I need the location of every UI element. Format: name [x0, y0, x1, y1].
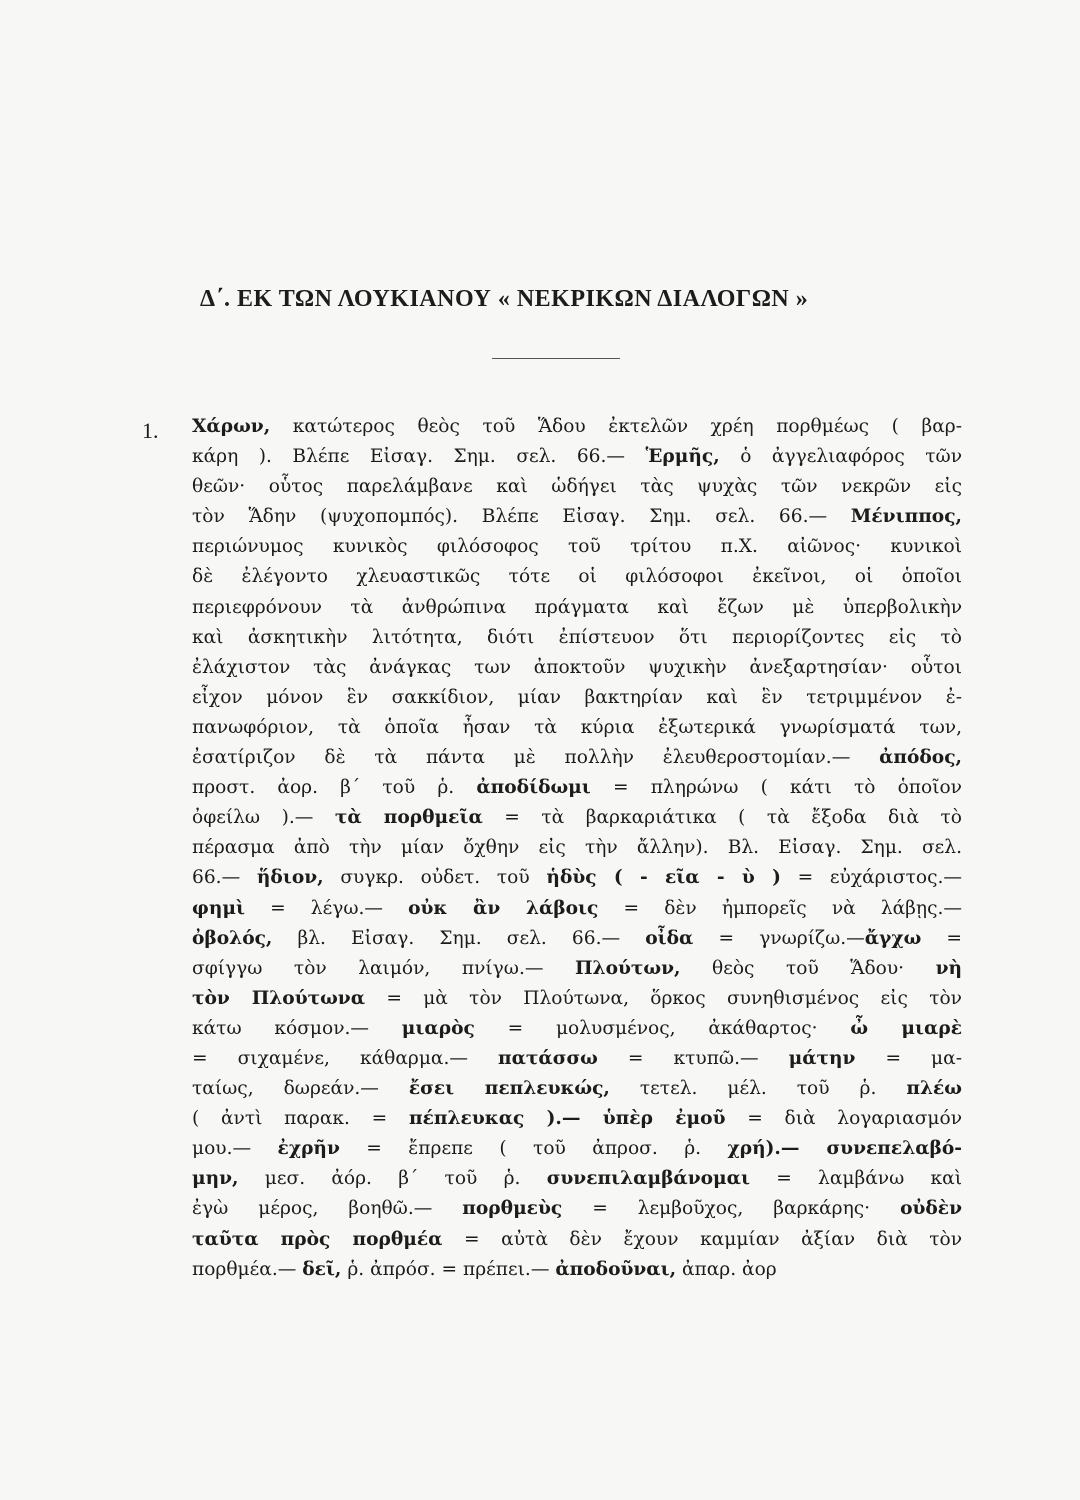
- glossary-term: ὦ μιαρὲ: [850, 1017, 962, 1039]
- glossary-text-run: καὶ ἀσκητικὴν λιτότητα, διότι ἐπίστευον ὅτι περιορίζοντες εἰς τὸ: [192, 626, 962, 648]
- glossary-text-run: πέρασμα ἀπὸ τὴν μίαν ὄχθην εἰς τὴν ἄλλην). Βλ. Εἰσαγ. Σημ. σελ.: [192, 837, 962, 859]
- glossary-term: μάτην: [788, 1047, 856, 1069]
- glossary-text-run: κάτω κόσμον.—: [192, 1017, 402, 1039]
- glossary-text-run: περιώνυμος κυνικὸς φιλόσοφος τοῦ τρίτου π.Χ. αἰῶνος· κυνικοὶ: [192, 536, 962, 558]
- glossary-text-run: προστ. ἀορ. β΄ τοῦ ῥ.: [192, 777, 477, 799]
- section-heading: Δ΄. ΕΚ ΤΩΝ ΛΟΥΚΙΑΝΟΥ « ΝΕΚΡΙΚΩΝ ΔΙΑΛΟΓΩΝ »: [200, 286, 809, 312]
- glossary-term: ἔσει πεπλευκώς,: [408, 1078, 610, 1100]
- text-line: [192, 1074, 962, 1104]
- glossary-term: οὐκ ἂν λάβοις: [408, 897, 599, 919]
- glossary-term: Ἑρμῆς,: [645, 446, 720, 468]
- glossary-text-run: = εὐχάριστος.—: [780, 867, 962, 889]
- text-line: [192, 984, 962, 1014]
- text-line: [192, 1225, 962, 1255]
- glossary-term: ἀποδίδωμι: [476, 777, 591, 799]
- glossary-text-run: μεσ. ἀόρ. β΄ τοῦ ῥ.: [238, 1168, 547, 1190]
- text-line: [192, 653, 962, 683]
- glossary-text-run: ῥ. ἀπρόσ. = πρέπει.—: [341, 1258, 556, 1280]
- text-line: [192, 562, 962, 592]
- glossary-text-run: = γνωρίζω.—: [693, 927, 865, 949]
- glossary-term: χρή).— συνεπελαβό-: [727, 1138, 963, 1160]
- glossary-term: τὰ πορθμεῖα: [334, 807, 483, 829]
- glossary-text-run: 66.—: [192, 867, 257, 889]
- glossary-term: πλέω: [906, 1078, 962, 1100]
- text-line: [192, 833, 962, 863]
- glossary-text-run: ( ἀντὶ παρακ. =: [192, 1108, 409, 1130]
- glossary-text-run: ἐγὼ μέρος, βοηθῶ.—: [192, 1198, 463, 1220]
- glossary-term: νὴ: [935, 957, 962, 979]
- glossary-term: τὸν Πλούτωνα: [192, 987, 366, 1009]
- glossary-term: φημὶ: [192, 897, 245, 919]
- glossary-text-run: τὸν Ἅδην (ψυχοπομπός). Βλέπε Εἰσαγ. Σημ. σελ. 66.—: [192, 506, 851, 528]
- glossary-text-run: πανωφόριον, τὰ ὁποῖα ἦσαν τὰ κύρια ἐξωτερικά γνωρίσματά των,: [192, 716, 962, 738]
- text-line: [192, 683, 962, 713]
- glossary-term: μιαρὸς: [401, 1017, 475, 1039]
- glossary-text-run: = σιχαμένε, κάθαρμα.—: [192, 1047, 498, 1069]
- text-line: [192, 773, 962, 803]
- text-line: [192, 1044, 962, 1074]
- glossary-term: δεῖ,: [302, 1258, 342, 1280]
- glossary-term: πέπλευκας ).— ὑπὲρ ἐμοῦ: [409, 1108, 726, 1130]
- text-line: [192, 713, 962, 743]
- glossary-term: οὐδὲν: [900, 1198, 962, 1220]
- glossary-term: πατάσσω: [498, 1047, 598, 1069]
- glossary-text-run: περιεφρόνουν τὰ ἀνθρώπινα πράγματα καὶ ἔζων μὲ ὑπερβολικὴν: [192, 596, 962, 618]
- glossary-text-run: =: [921, 927, 962, 949]
- text-line: [192, 502, 962, 532]
- text-line: [192, 743, 962, 773]
- glossary-text-run: συγκρ. οὐδετ. τοῦ: [323, 867, 547, 889]
- glossary-text-run: πορθμέα.—: [192, 1258, 303, 1280]
- text-line: [192, 1255, 962, 1285]
- text-line: [192, 442, 962, 472]
- glossary-text-run: κάρη ). Βλέπε Εἰσαγ. Σημ. σελ. 66.—: [192, 446, 646, 468]
- glossary-text-run: = τὰ βαρκαριάτικα ( τὰ ἔξοδα διὰ τὸ: [482, 807, 962, 829]
- glossary-text: [192, 412, 962, 1285]
- glossary-term: ἄγχω: [864, 927, 922, 949]
- glossary-text-run: = μα-: [855, 1047, 962, 1069]
- glossary-term: οἶδα: [645, 927, 694, 949]
- glossary-text-run: ὀφείλω ).—: [192, 807, 335, 829]
- glossary-text-run: = ἔπρεπε ( τοῦ ἀπροσ. ῥ.: [339, 1138, 728, 1160]
- glossary-term: ἀπόδος,: [879, 747, 962, 769]
- glossary-text-run: = λαμβάνω καὶ: [749, 1168, 962, 1190]
- glossary-term: συνεπιλαμβάνομαι: [546, 1168, 750, 1190]
- entry-number: 1.: [142, 418, 159, 443]
- text-line: [192, 803, 962, 833]
- glossary-text-run: τετελ. μέλ. τοῦ ῥ.: [609, 1078, 907, 1100]
- glossary-text-run: δὲ ἐλέγοντο χλευαστικῶς τότε οἱ φιλόσοφοι ἐκεῖνοι, οἱ ὁποῖοι: [192, 566, 962, 588]
- text-line: [192, 924, 962, 954]
- glossary-text-run: μου.—: [192, 1138, 278, 1160]
- glossary-text-run: = λέγω.—: [244, 897, 409, 919]
- text-line: [192, 623, 962, 653]
- glossary-text-run: κατώτερος θεὸς τοῦ Ἅδου ἐκτελῶν χρέη πορθμέως ( βαρ-: [270, 416, 962, 437]
- text-line: [192, 1104, 962, 1134]
- glossary-term: πορθμεὺς: [462, 1198, 563, 1220]
- glossary-term: ὀβολός,: [192, 927, 273, 949]
- glossary-text-run: = κτυπῶ.—: [597, 1047, 789, 1069]
- text-line: [192, 894, 962, 924]
- text-line: [192, 1164, 962, 1194]
- text-line: [192, 412, 962, 442]
- glossary-text-run: θεὸς τοῦ Ἅδου·: [680, 957, 936, 979]
- glossary-text-run: = μὰ τὸν Πλούτωνα, ὅρκος συνηθισμένος εἰς τὸν: [365, 987, 962, 1009]
- glossary-text-run: = πληρώνω ( κάτι τὸ ὁποῖον: [590, 777, 962, 799]
- glossary-text-run: = λεμβοῦχος, βαρκάρης·: [562, 1198, 901, 1220]
- glossary-term: Μένιππος,: [850, 506, 962, 528]
- text-line: [192, 954, 962, 984]
- glossary-term: ἀποδοῦναι,: [555, 1258, 677, 1280]
- glossary-text-run: βλ. Εἰσαγ. Σημ. σελ. 66.—: [272, 927, 646, 949]
- glossary-text-run: ἐλάχιστον τὰς ἀνάγκας των ἀποκτοῦν ψυχικὴν ἀνεξαρτησίαν· οὗτοι: [192, 656, 962, 678]
- glossary-text-run: = αὐτὰ δὲν ἔχουν καμμίαν ἀξίαν διὰ τὸν: [442, 1228, 963, 1250]
- text-line: [192, 1134, 962, 1164]
- glossary-text-run: ὁ ἀγγελιαφόρος τῶν: [719, 446, 962, 468]
- glossary-term: Πλούτων,: [574, 957, 681, 979]
- glossary-text-run: ἐσατίριζον δὲ τὰ πάντα μὲ πολλὴν ἐλευθεροστομίαν.—: [192, 747, 880, 769]
- glossary-text-run: = διὰ λογαριασμόν: [725, 1108, 962, 1130]
- heading-divider: [492, 358, 620, 359]
- glossary-term: Χάρων,: [192, 416, 271, 437]
- text-line: [192, 1014, 962, 1044]
- glossary-text-run: ἀπαρ. ἀορ: [676, 1258, 777, 1280]
- text-line: [192, 863, 962, 893]
- text-line: [192, 472, 962, 502]
- glossary-term: μην,: [192, 1168, 239, 1190]
- glossary-term: ἥδιον,: [256, 867, 324, 889]
- glossary-text-run: θεῶν· οὗτος παρελάμβανε καὶ ὡδήγει τὰς ψυχὰς τῶν νεκρῶν εἰς: [192, 476, 962, 498]
- glossary-text-run: εἶχον μόνον ἓν σακκίδιον, μίαν βακτηρίαν καὶ ἓν τετριμμένον ἐ-: [192, 686, 962, 708]
- text-line: [192, 593, 962, 623]
- glossary-text-run: ταίως, δωρεάν.—: [192, 1078, 409, 1100]
- glossary-text-run: = δὲν ἠμπορεῖς νὰ λάβῃς.—: [598, 897, 962, 919]
- glossary-term: ταῦτα πρὸς πορθμέα: [192, 1228, 443, 1250]
- text-line: [192, 1194, 962, 1224]
- glossary-text-run: σφίγγω τὸν λαιμόν, πνίγω.—: [192, 957, 575, 979]
- glossary-term: ἐχρῆν: [277, 1138, 340, 1160]
- glossary-text-run: = μολυσμένος, ἀκάθαρτος·: [474, 1017, 851, 1039]
- text-line: [192, 532, 962, 562]
- glossary-term: ἡδὺς ( - εῖα - ὺ ): [546, 867, 781, 889]
